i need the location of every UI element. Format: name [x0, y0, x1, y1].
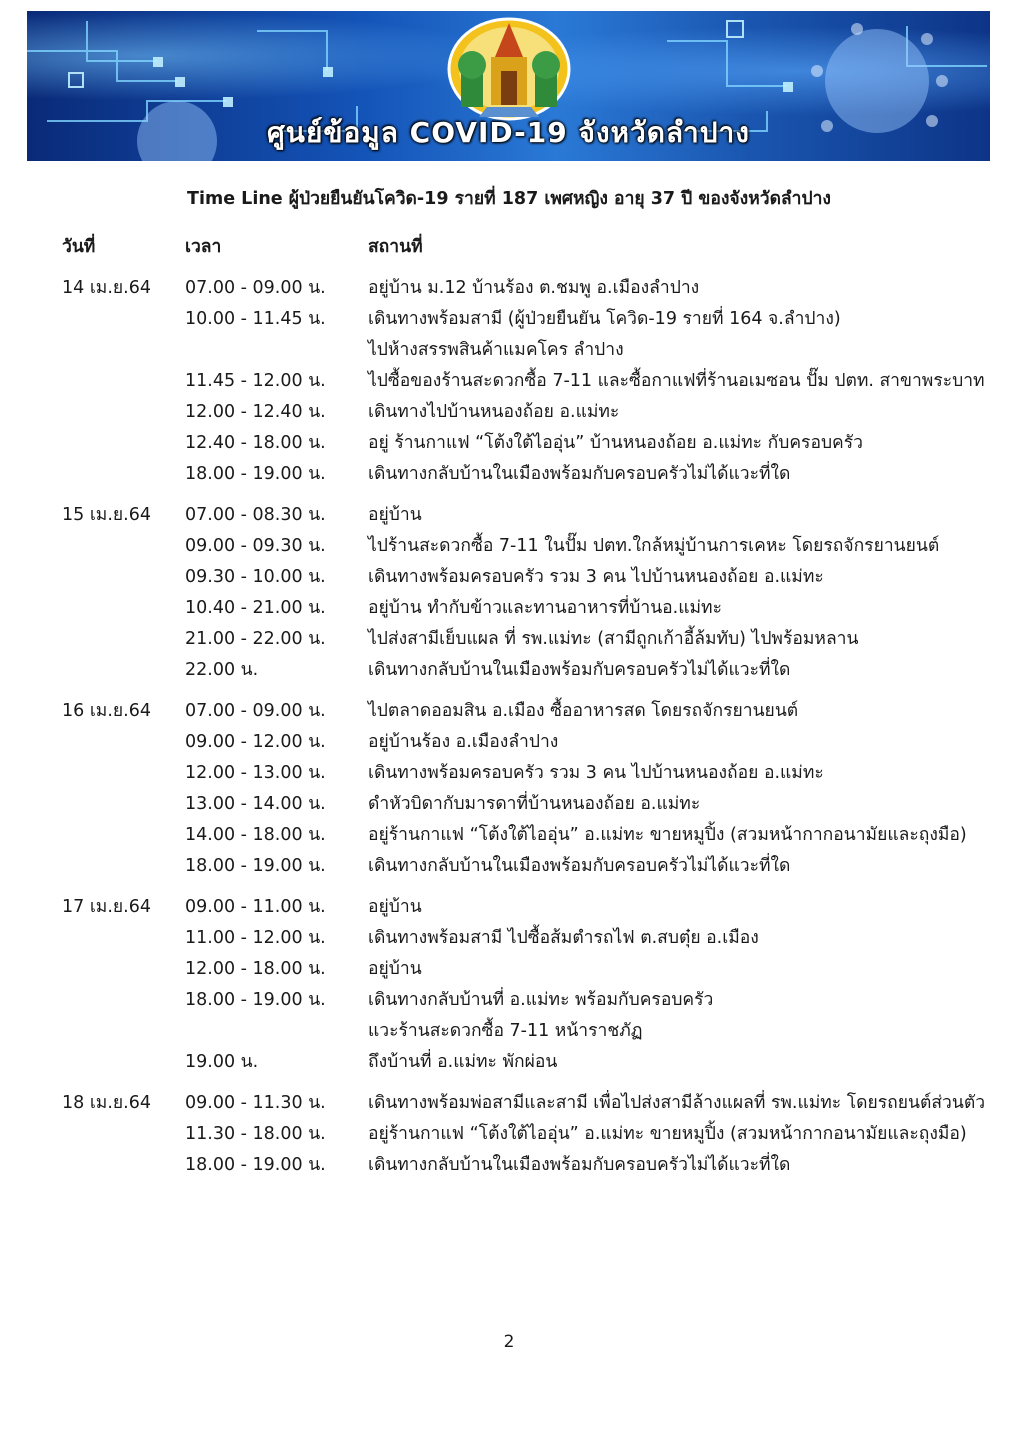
row-time: 09.00 - 11.00 น.	[185, 897, 326, 917]
timeline-row	[0, 1088, 1018, 1118]
timeline-row	[0, 727, 1018, 757]
row-place: อยู่ ร้านกาแฟ “โต้งใต้ไออุ่น” บ้านหนองถ้อย อ.แม่ทะ กับครอบครัว	[368, 433, 863, 453]
timeline-row	[0, 1150, 1018, 1180]
timeline-row	[0, 397, 1018, 427]
row-time: 12.00 - 12.40 น.	[185, 402, 326, 422]
row-place: เดินทางพร้อมครอบครัว รวม 3 คน ไปบ้านหนองถ้อย อ.แม่ทะ	[368, 567, 824, 587]
row-place: เดินทางกลับบ้านในเมืองพร้อมกับครอบครัวไม่ได้แวะที่ใด	[368, 856, 791, 876]
row-place: แวะร้านสะดวกซื้อ 7-11 หน้าราชภัฏ	[368, 1021, 643, 1041]
timeline-row	[0, 789, 1018, 819]
row-place: ไปห้างสรรพสินค้าแมคโคร ลำปาง	[368, 340, 624, 360]
row-time: 18.00 - 19.00 น.	[185, 1155, 326, 1175]
row-time: 09.00 - 12.00 น.	[185, 732, 326, 752]
page-number: 2	[503, 1332, 515, 1352]
row-time: 07.00 - 08.30 น.	[185, 505, 326, 525]
row-time: 14.00 - 18.00 น.	[185, 825, 326, 845]
row-time: 11.00 - 12.00 น.	[185, 928, 326, 948]
timeline-row	[0, 459, 1018, 489]
timeline-row	[0, 820, 1018, 850]
timeline-row	[0, 1047, 1018, 1077]
timeline-row	[0, 954, 1018, 984]
timeline-row	[0, 923, 1018, 953]
timeline-row	[0, 428, 1018, 458]
row-place: เดินทางกลับบ้านในเมืองพร้อมกับครอบครัวไม่ได้แวะที่ใด	[368, 660, 791, 680]
row-place: อยู่บ้าน ม.12 บ้านร้อง ต.ชมพู อ.เมืองลำปาง	[368, 278, 700, 298]
timeline-row	[0, 985, 1018, 1015]
row-time: 21.00 - 22.00 น.	[185, 629, 326, 649]
document-title: Time Line ผู้ป่วยยืนยันโควิด-19 รายที่ 187 เพศหญิง อายุ 37 ปี ของจังหวัดลำปาง	[187, 189, 831, 209]
timeline-row	[0, 758, 1018, 788]
row-place: เดินทางพร้อมสามี ไปซื้อส้มตำรถไฟ ต.สบตุ๋ย อ.เมือง	[368, 928, 759, 948]
timeline-row	[0, 500, 1018, 530]
header-banner	[27, 11, 990, 161]
row-time: 10.00 - 11.45 น.	[185, 309, 326, 329]
timeline-row	[0, 655, 1018, 685]
row-place: อยู่ร้านกาแฟ “โต้งใต้ไออุ่น” อ.แม่ทะ ขายหมูปิ้ง (สวมหน้ากากอนามัยและถุงมือ)	[368, 1124, 967, 1144]
row-time: 18.00 - 19.00 น.	[185, 856, 326, 876]
timeline-row	[0, 1016, 1018, 1046]
row-time: 12.00 - 18.00 น.	[185, 959, 326, 979]
timeline-row	[0, 624, 1018, 654]
row-place: เดินทางกลับบ้านที่ อ.แม่ทะ พร้อมกับครอบครัว	[368, 990, 714, 1010]
row-place: อยู่บ้าน	[368, 505, 422, 525]
row-place: เดินทางกลับบ้านในเมืองพร้อมกับครอบครัวไม่ได้แวะที่ใด	[368, 464, 791, 484]
row-time: 09.30 - 10.00 น.	[185, 567, 326, 587]
timeline-row	[0, 531, 1018, 561]
timeline-row	[0, 1119, 1018, 1149]
row-time: 22.00 น.	[185, 660, 259, 680]
row-place: อยู่ร้านกาแฟ “โต้งใต้ไออุ่น” อ.แม่ทะ ขายหมูปิ้ง (สวมหน้ากากอนามัยและถุงมือ)	[368, 825, 967, 845]
row-place: เดินทางพร้อมครอบครัว รวม 3 คน ไปบ้านหนองถ้อย อ.แม่ทะ	[368, 763, 824, 783]
timeline-row	[0, 851, 1018, 881]
row-date: 14 เม.ย.64	[62, 278, 151, 298]
row-time: 11.30 - 18.00 น.	[185, 1124, 326, 1144]
row-place: ไปซื้อของร้านสะดวกซื้อ 7-11 และซื้อกาแฟที่ร้านอเมซอน ปั๊ม ปตท. สาขาพระบาท	[368, 371, 985, 391]
row-time: 09.00 - 09.30 น.	[185, 536, 326, 556]
row-place: เดินทางพร้อมสามี (ผู้ป่วยยืนยัน โควิด-19 รายที่ 164 จ.ลำปาง)	[368, 309, 841, 329]
row-time: 18.00 - 19.00 น.	[185, 990, 326, 1010]
timeline-row	[0, 593, 1018, 623]
row-time: 07.00 - 09.00 น.	[185, 278, 326, 298]
row-place: ไปส่งสามีเย็บแผล ที่ รพ.แม่ทะ (สามีถูกเก้าอี้ล้มทับ) ไปพร้อมหลาน	[368, 629, 859, 649]
row-place: ไปตลาดออมสิน อ.เมือง ซื้ออาหารสด โดยรถจักรยานยนต์	[368, 701, 799, 721]
banner-title: ศูนย์ข้อมูล COVID-19 จังหวัดลำปาง	[267, 116, 750, 149]
row-date: 17 เม.ย.64	[62, 897, 151, 917]
timeline-row	[0, 892, 1018, 922]
row-time: 12.00 - 13.00 น.	[185, 763, 326, 783]
row-time: 19.00 น.	[185, 1052, 259, 1072]
column-header-date: วันที่	[62, 237, 96, 257]
row-date: 18 เม.ย.64	[62, 1093, 151, 1113]
row-date: 15 เม.ย.64	[62, 505, 151, 525]
column-header-place: สถานที่	[368, 237, 423, 257]
row-place: อยู่บ้าน ทำกับข้าวและทานอาหารที่บ้านอ.แม่ทะ	[368, 598, 722, 618]
row-time: 11.45 - 12.00 น.	[185, 371, 326, 391]
row-place: ดำหัวบิดากับมารดาที่บ้านหนองถ้อย อ.แม่ทะ	[368, 794, 701, 814]
timeline-row	[0, 273, 1018, 303]
timeline-row	[0, 304, 1018, 334]
column-header-time: เวลา	[185, 237, 222, 257]
row-place: เดินทางกลับบ้านในเมืองพร้อมกับครอบครัวไม่ได้แวะที่ใด	[368, 1155, 791, 1175]
timeline-row	[0, 696, 1018, 726]
row-time: 07.00 - 09.00 น.	[185, 701, 326, 721]
row-place: อยู่บ้าน	[368, 897, 422, 917]
row-time: 12.40 - 18.00 น.	[185, 433, 326, 453]
timeline-row	[0, 562, 1018, 592]
row-place: ถึงบ้านที่ อ.แม่ทะ พักผ่อน	[368, 1052, 558, 1072]
row-time: 13.00 - 14.00 น.	[185, 794, 326, 814]
row-date: 16 เม.ย.64	[62, 701, 151, 721]
row-time: 10.40 - 21.00 น.	[185, 598, 326, 618]
timeline-row	[0, 335, 1018, 365]
lampang-seal-emblem	[447, 17, 571, 121]
row-place: เดินทางพร้อมพ่อสามีและสามี เพื่อไปส่งสามีล้างแผลที่ รพ.แม่ทะ โดยรถยนต์ส่วนตัว	[368, 1093, 986, 1113]
row-time: 18.00 - 19.00 น.	[185, 464, 326, 484]
row-place: ไปร้านสะดวกซื้อ 7-11 ในปั๊ม ปตท.ใกล้หมู่บ้านการเคหะ โดยรถจักรยานยนต์	[368, 536, 940, 556]
timeline-row	[0, 366, 1018, 396]
row-place: อยู่บ้าน	[368, 959, 422, 979]
row-place: อยู่บ้านร้อง อ.เมืองลำปาง	[368, 732, 559, 752]
row-time: 09.00 - 11.30 น.	[185, 1093, 326, 1113]
row-place: เดินทางไปบ้านหนองถ้อย อ.แม่ทะ	[368, 402, 620, 422]
